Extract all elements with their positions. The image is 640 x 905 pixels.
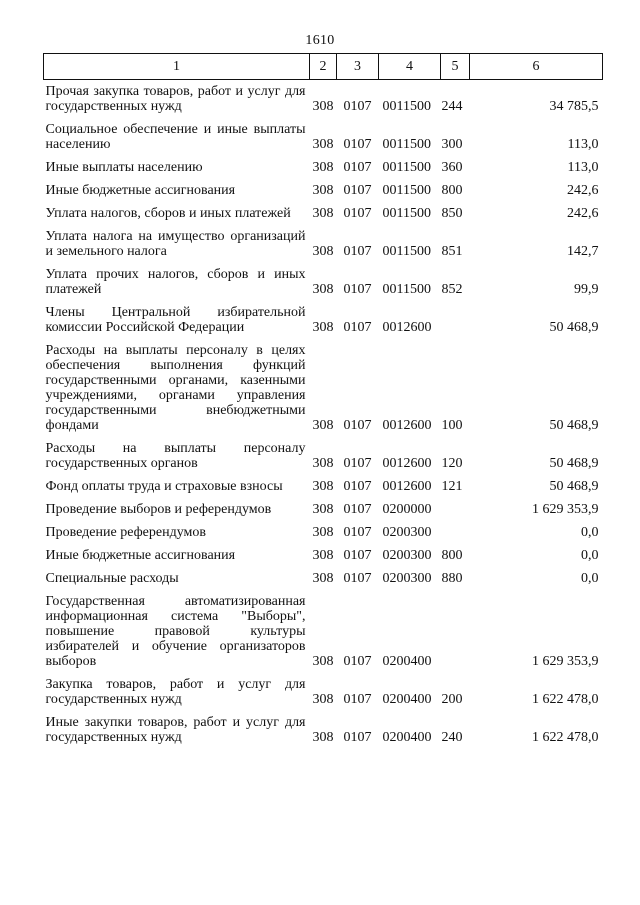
table-row <box>44 156 603 179</box>
row-code-col-5: 800 <box>441 183 463 198</box>
row-amount: 0,0 <box>581 571 599 586</box>
row-name: Иные бюджетные ассигнования <box>45 548 236 563</box>
row-code-col-5: 800 <box>441 548 463 563</box>
row-code-col-4: 0011500 <box>382 160 431 175</box>
row-name: Государственная автоматизированная информационная система "Выборы", повышение правовой культуры избирателей и обучение организаторов выборов <box>45 594 306 669</box>
row-code-col-3: 0107 <box>343 730 372 745</box>
page-number: 1610 <box>305 33 335 48</box>
row-amount: 113,0 <box>567 160 599 175</box>
row-name: Иные закупки товаров, работ и услуг для государственных нужд <box>45 715 306 745</box>
row-code-col-3: 0107 <box>343 99 372 114</box>
row-code-col-2: 308 <box>312 206 334 221</box>
row-code-col-3: 0107 <box>343 479 372 494</box>
row-amount: 1 629 353,9 <box>532 502 599 517</box>
row-amount: 50 468,9 <box>549 418 599 433</box>
row-code-col-3: 0107 <box>343 654 372 669</box>
row-code-col-5 <box>441 498 470 521</box>
row-code-col-2: 308 <box>312 479 334 494</box>
row-name: Уплата налога на имущество организаций и земельного налога <box>45 229 306 259</box>
row-code-col-2: 308 <box>312 183 334 198</box>
row-code-col-4: 0200300 <box>382 525 432 540</box>
budget-table <box>43 53 603 749</box>
table-row <box>44 544 603 567</box>
row-amount: 1 629 353,9 <box>532 654 599 669</box>
row-name: Закупка товаров, работ и услуг для государственных нужд <box>45 677 306 707</box>
row-code-col-3: 0107 <box>343 571 372 586</box>
row-amount: 99,9 <box>574 282 599 297</box>
table-row <box>44 118 603 156</box>
row-code-col-3: 0107 <box>343 692 372 707</box>
row-name: Уплата налогов, сборов и иных платежей <box>45 206 291 221</box>
row-amount: 50 468,9 <box>549 479 599 494</box>
row-amount: 0,0 <box>581 548 599 563</box>
row-code-col-3: 0107 <box>343 160 372 175</box>
row-name: Уплата прочих налогов, сборов и иных платежей <box>45 267 306 297</box>
row-amount: 1 622 478,0 <box>532 730 599 745</box>
row-amount: 50 468,9 <box>549 320 599 335</box>
row-name: Социальное обеспечение и иные выплаты населению <box>45 122 306 152</box>
row-code-col-4: 0011500 <box>382 99 431 114</box>
row-code-col-5: 120 <box>441 456 463 471</box>
row-code-col-2: 308 <box>312 99 334 114</box>
row-code-col-5: 851 <box>441 244 463 259</box>
row-code-col-2: 308 <box>312 502 334 517</box>
table-row <box>44 673 603 711</box>
row-code-col-2: 308 <box>312 320 334 335</box>
row-amount: 242,6 <box>567 183 599 198</box>
row-code-col-3: 0107 <box>343 206 372 221</box>
row-amount: 113,0 <box>567 137 599 152</box>
row-code-col-4: 0200300 <box>382 571 432 586</box>
row-code-col-2: 308 <box>312 456 334 471</box>
row-code-col-5: 880 <box>441 571 463 586</box>
row-code-col-2: 308 <box>312 525 334 540</box>
row-amount: 1 622 478,0 <box>532 692 599 707</box>
row-code-col-3: 0107 <box>343 418 372 433</box>
header-col-2: 2 <box>310 54 337 80</box>
row-code-col-2: 308 <box>312 730 334 745</box>
table-header <box>44 54 603 80</box>
table-row <box>44 711 603 749</box>
table-row <box>44 339 603 437</box>
table-row <box>44 521 603 544</box>
row-code-col-5: 360 <box>441 160 463 175</box>
row-amount: 34 785,5 <box>549 99 599 114</box>
row-code-col-3: 0107 <box>343 183 372 198</box>
row-code-col-4: 0011500 <box>382 282 431 297</box>
row-code-col-4: 0012600 <box>382 456 432 471</box>
row-name: Фонд оплаты труда и страховые взносы <box>45 479 283 494</box>
row-code-col-3: 0107 <box>343 320 372 335</box>
table-row <box>44 590 603 673</box>
row-name: Расходы на выплаты персоналу государственных органов <box>45 441 306 471</box>
row-code-col-5: 244 <box>441 99 463 114</box>
table-row <box>44 225 603 263</box>
table-body <box>44 80 603 750</box>
row-code-col-4: 0200000 <box>382 502 432 517</box>
row-code-col-4: 0011500 <box>382 137 431 152</box>
row-name: Расходы на выплаты персоналу в целях обеспечения выполнения функций государственными органами, казенными учреждениями, органами управления государственными внебюджетными фондами <box>45 343 306 433</box>
row-code-col-3: 0107 <box>343 244 372 259</box>
row-amount: 50 468,9 <box>549 456 599 471</box>
row-code-col-5: 200 <box>441 692 463 707</box>
row-code-col-5: 100 <box>441 418 463 433</box>
row-code-col-3: 0107 <box>343 548 372 563</box>
row-code-col-5 <box>441 301 470 339</box>
row-code-col-2: 308 <box>312 548 334 563</box>
row-code-col-3: 0107 <box>343 137 372 152</box>
row-name: Прочая закупка товаров, работ и услуг для государственных нужд <box>45 84 306 114</box>
row-code-col-5 <box>441 590 470 673</box>
row-code-col-2: 308 <box>312 137 334 152</box>
row-code-col-3: 0107 <box>343 525 372 540</box>
row-code-col-5 <box>441 521 470 544</box>
row-code-col-3: 0107 <box>343 456 372 471</box>
table-row <box>44 80 603 119</box>
row-code-col-5: 240 <box>441 730 463 745</box>
row-code-col-4: 0011500 <box>382 183 431 198</box>
row-code-col-2: 308 <box>312 160 334 175</box>
row-code-col-4: 0011500 <box>382 206 431 221</box>
row-code-col-2: 308 <box>312 692 334 707</box>
row-code-col-3: 0107 <box>343 502 372 517</box>
row-amount: 242,6 <box>567 206 599 221</box>
table-row <box>44 567 603 590</box>
row-code-col-5: 300 <box>441 137 463 152</box>
row-code-col-4: 0012600 <box>382 418 432 433</box>
table-row <box>44 179 603 202</box>
row-name: Проведение референдумов <box>45 525 206 540</box>
row-code-col-2: 308 <box>312 244 334 259</box>
row-name: Проведение выборов и референдумов <box>45 502 272 517</box>
row-code-col-4: 0200400 <box>382 730 432 745</box>
table-row <box>44 301 603 339</box>
row-amount: 142,7 <box>567 244 599 259</box>
header-row <box>44 54 603 80</box>
row-code-col-4: 0200400 <box>382 692 432 707</box>
row-code-col-5: 852 <box>441 282 463 297</box>
header-col-3: 3 <box>337 54 379 80</box>
row-code-col-2: 308 <box>312 571 334 586</box>
table-row <box>44 475 603 498</box>
row-code-col-5: 850 <box>441 206 463 221</box>
row-code-col-4: 0011500 <box>382 244 431 259</box>
row-code-col-2: 308 <box>312 418 334 433</box>
row-code-col-3: 0107 <box>343 282 372 297</box>
row-code-col-4: 0200300 <box>382 548 432 563</box>
table-row <box>44 498 603 521</box>
header-col-4: 4 <box>379 54 441 80</box>
row-name: Члены Центральной избирательной комиссии Российской Федерации <box>45 305 306 335</box>
row-code-col-2: 308 <box>312 282 334 297</box>
header-col-1: 1 <box>44 54 310 80</box>
row-code-col-4: 0012600 <box>382 320 432 335</box>
row-code-col-5: 121 <box>441 479 463 494</box>
row-name: Иные выплаты населению <box>45 160 203 175</box>
table-row <box>44 437 603 475</box>
row-code-col-2: 308 <box>312 654 334 669</box>
row-code-col-4: 0012600 <box>382 479 432 494</box>
row-amount: 0,0 <box>581 525 599 540</box>
header-col-6: 6 <box>470 54 603 80</box>
table-row <box>44 202 603 225</box>
row-name: Специальные расходы <box>45 571 179 586</box>
table-row <box>44 263 603 301</box>
header-col-5: 5 <box>441 54 470 80</box>
row-name: Иные бюджетные ассигнования <box>45 183 236 198</box>
row-code-col-4: 0200400 <box>382 654 432 669</box>
